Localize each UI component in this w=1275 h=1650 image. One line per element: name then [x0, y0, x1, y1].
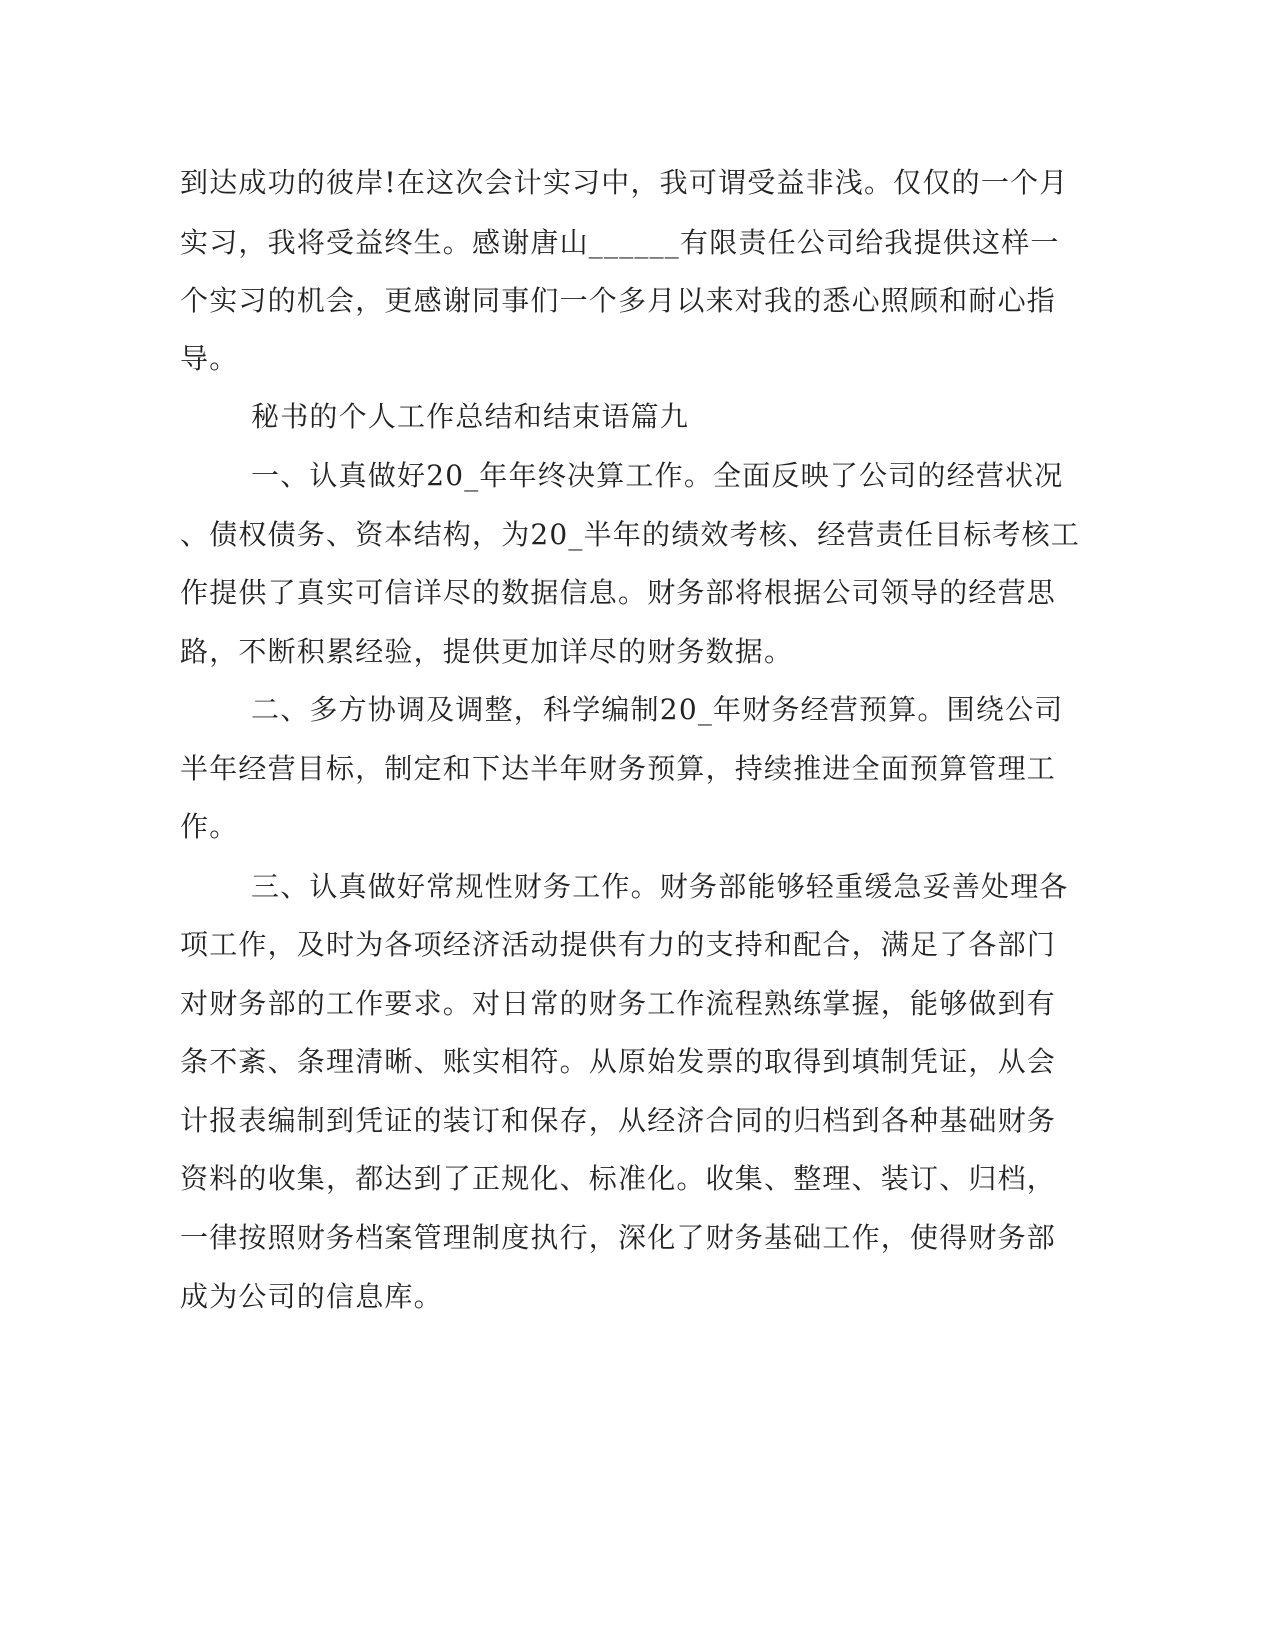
text-line: 作。 — [180, 810, 239, 843]
text-line: 实习，我将受益终生。感谢唐山______有限责任公司给我提供这样一 — [180, 226, 1060, 259]
text-line: 导。 — [180, 342, 239, 375]
text-line: 二、多方协调及调整，科学编制20_年财务经营预算。围绕公司 — [251, 693, 1064, 726]
text-line: 计报表编制到凭证的装订和保存，从经济合同的归档到各种基础财务 — [180, 1104, 1057, 1137]
text-line: 对财务部的工作要求。对日常的财务工作流程熟练掌握，能够做到有 — [180, 987, 1057, 1020]
section-heading: 秘书的个人工作总结和结束语篇九 — [251, 400, 690, 433]
text-line: 个实习的机会，更感谢同事们一个多月以来对我的悉心照顾和耐心指 — [180, 284, 1057, 317]
text-line: 作提供了真实可信详尽的数据信息。财务部将根据公司领导的经营思 — [180, 576, 1057, 609]
text-line: 条不紊、条理清晰、账实相符。从原始发票的取得到填制凭证，从会 — [180, 1045, 1057, 1078]
text-line: 、债权债务、资本结构，为20_半年的绩效考核、经营责任目标考核工 — [180, 518, 1081, 551]
text-line: 资料的收集，都达到了正规化、标准化。收集、整理、装订、归档， — [180, 1162, 1057, 1195]
text-line: 项工作，及时为各项经济活动提供有力的支持和配合，满足了各部门 — [180, 928, 1057, 961]
text-line: 一律按照财务档案管理制度执行，深化了财务基础工作，使得财务部 — [180, 1221, 1057, 1254]
text-line: 半年经营目标，制定和下达半年财务预算，持续推进全面预算管理工 — [180, 752, 1057, 785]
text-line: 成为公司的信息库。 — [180, 1280, 443, 1313]
text-line: 路，不断积累经验，提供更加详尽的财务数据。 — [180, 635, 794, 668]
text-line: 一、认真做好20_年年终决算工作。全面反映了公司的经营状况 — [251, 459, 1064, 492]
text-line: 三、认真做好常规性财务工作。财务部能够轻重缓急妥善处理各 — [251, 870, 1069, 903]
text-line: 到达成功的彼岸!在这次会计实习中，我可谓受益非浅。仅仅的一个月 — [180, 166, 1069, 199]
